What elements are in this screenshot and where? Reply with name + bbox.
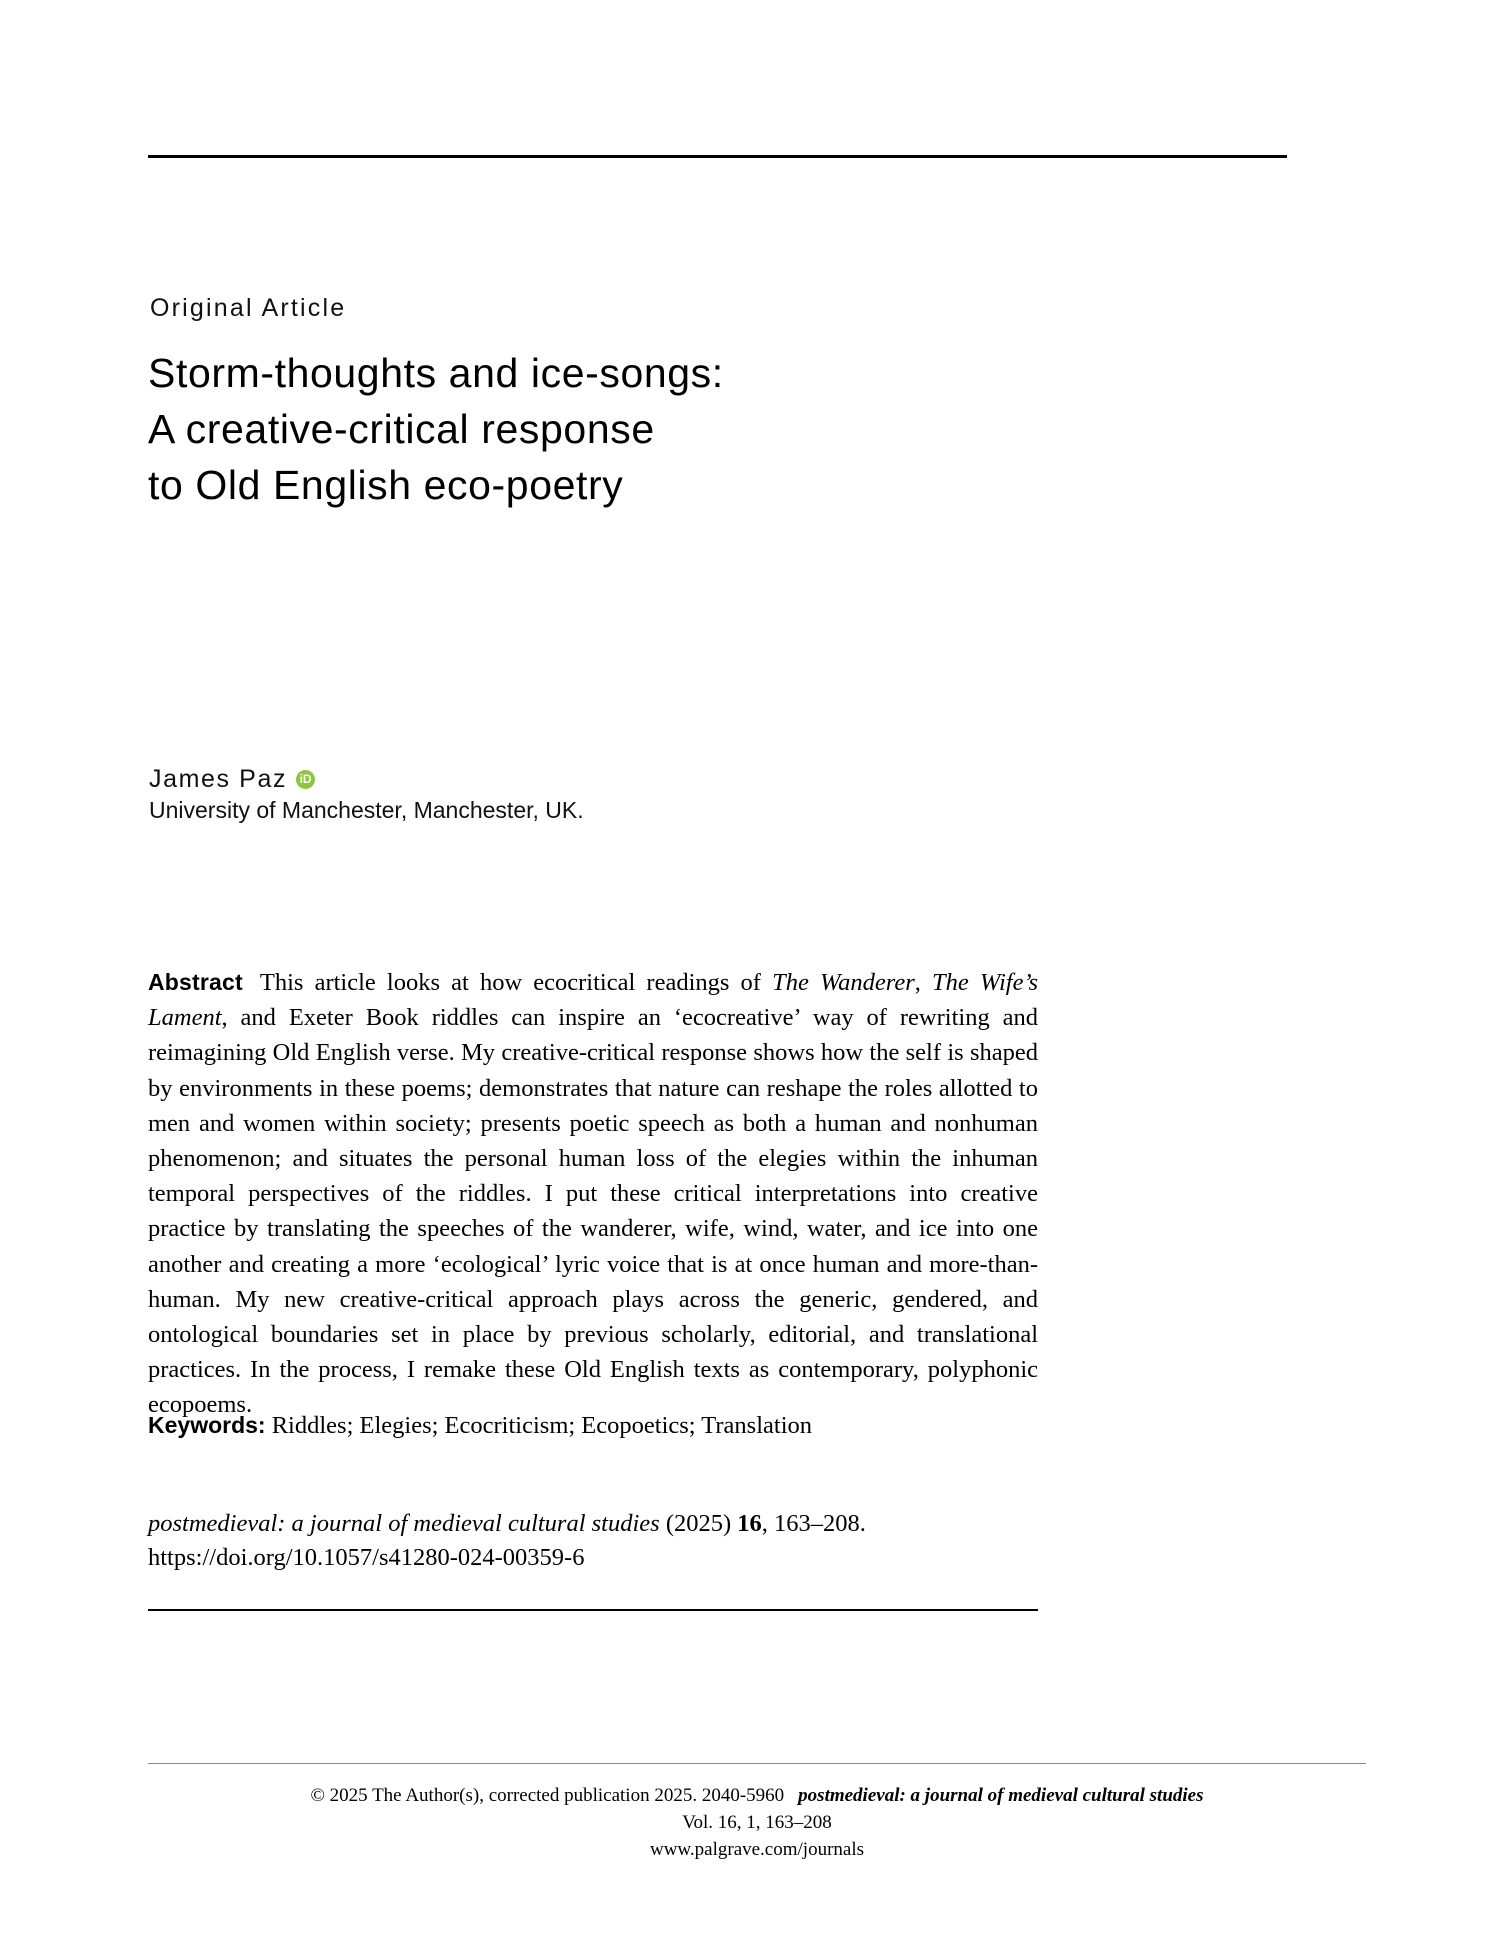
footer-copyright: © 2025 The Author(s), corrected publication 2025. 2040-5960: [310, 1785, 785, 1806]
abstract-bottom-rule: [148, 1609, 1038, 1611]
citation-block: [148, 1507, 1048, 1575]
abstract-body: This article looks at how ecocritical readings of The Wanderer, The Wife’s Lament, and Exeter Book riddles can inspire an ‘ecocreative’ way of rewriting and reimagining Old English verse. My creative-critical response shows how the self is shaped by environments in these poems; demonstrates that nature can reshape the roles allotted to men and women within society; presents poetic speech as both a human and nonhuman phenomenon; and situates the personal human loss of the elegies within the inhuman temporal perspectives of the riddles. I put these critical interpretations into creative practice by translating the speeches of the wanderer, wife, wind, water, and ice into one another and creating a more ‘ecological’ lyric voice that is at once human and more-than-human. My new creative-critical approach plays across the generic, gendered, and ontological boundaries set in place by previous scholarly, editorial, and translational practices. In the process, I remake these Old English texts as contemporary, polyphonic ecopoems.: [148, 969, 1039, 1419]
footer-volume: Vol. 16, 1, 163–208: [682, 1812, 832, 1833]
keywords-section: [148, 1408, 1048, 1443]
title-line-1: Storm-thoughts and ice-songs:: [148, 350, 724, 396]
keywords-label: Keywords:: [148, 1412, 266, 1438]
title-line-3: to Old English eco-poetry: [148, 462, 624, 508]
abstract-label: Abstract: [148, 969, 243, 995]
page-footer: [148, 1782, 1366, 1863]
footer-journal-name: postmedieval: a journal of medieval cultural studies: [798, 1785, 1204, 1806]
header-rule: [148, 155, 1287, 158]
citation-doi-link[interactable]: https://doi.org/10.1057/s41280-024-00359-6: [148, 1544, 585, 1571]
footer-rule: [148, 1763, 1366, 1764]
citation-year: (2025): [665, 1510, 732, 1537]
author-block: [149, 765, 315, 794]
citation-volume: 16: [737, 1510, 762, 1537]
footer-website[interactable]: www.palgrave.com/journals: [649, 1839, 865, 1860]
title-line-2: A creative-critical response: [148, 406, 655, 452]
citation-journal: postmedieval: a journal of medieval cultural studies: [148, 1510, 660, 1537]
author-affiliation: University of Manchester, Manchester, UK.: [149, 797, 584, 823]
abstract-section: [148, 965, 1038, 1423]
page-title: [148, 345, 1108, 513]
orcid-id-icon[interactable]: [296, 770, 315, 789]
citation-pages: , 163–208.: [761, 1510, 866, 1537]
keywords-value: Riddles; Elegies; Ecocriticism; Ecopoetics; Translation: [271, 1412, 812, 1439]
article-type-label: Original Article: [150, 294, 347, 322]
author-name: James Paz: [149, 765, 288, 793]
